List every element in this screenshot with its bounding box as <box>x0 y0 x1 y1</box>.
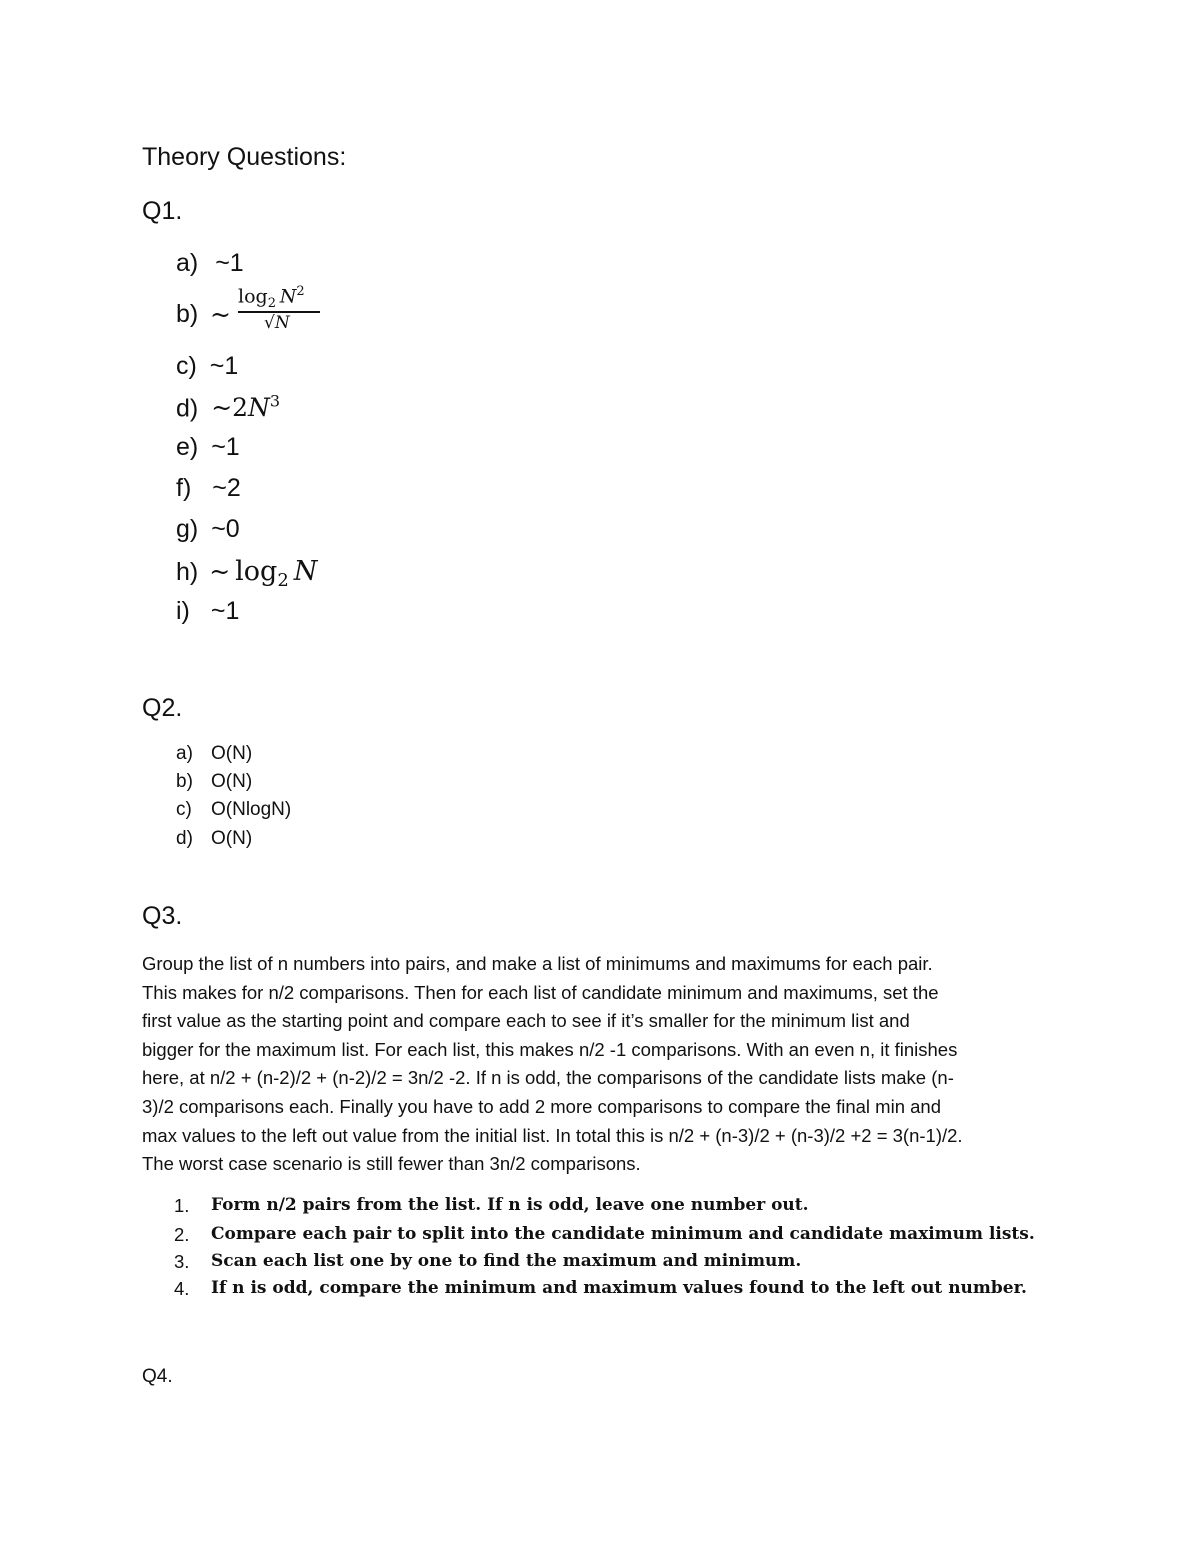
question-2-heading: Q2. <box>142 694 183 722</box>
log-text: log <box>238 285 268 308</box>
variable-n: N <box>248 393 270 423</box>
tilde: ~ <box>211 393 233 423</box>
fraction-denominator <box>264 313 290 333</box>
item-label: a) <box>176 743 193 764</box>
q1-item-c <box>176 352 238 381</box>
item-answer: ~2 <box>212 474 241 502</box>
step-number: 2. <box>174 1224 190 1245</box>
item-label: i) <box>176 597 190 625</box>
item-label: g) <box>176 515 199 543</box>
page-title: Theory Questions: <box>142 143 347 171</box>
log-base: 2 <box>277 570 289 591</box>
log-base: 2 <box>267 296 276 312</box>
exponent: 3 <box>269 392 281 411</box>
q1-item-e <box>176 433 240 462</box>
item-label: f) <box>176 474 192 502</box>
paragraph-line: This makes for n/2 comparisons. Then for each list of candidate minimum and maximums, set the <box>142 981 939 1003</box>
item-answer: O(N) <box>211 828 253 849</box>
step-text: Scan each list one by one to find the maximum and minimum. <box>211 1251 802 1271</box>
step-text: Compare each pair to split into the candidate minimum and candidate maximum lists. <box>211 1224 1035 1244</box>
q1-item-i <box>176 597 239 626</box>
paragraph-line: max values to the left out value from the initial list. In total this is n/2 + (n-3)/2 + (n-3)/2 +2 = 3(n-1)/2. <box>142 1124 963 1146</box>
variable-n: N <box>279 285 297 308</box>
item-label: d) <box>176 394 199 423</box>
step-text: Form n/2 pairs from the list. If n is odd, leave one number out. <box>211 1195 809 1215</box>
item-answer: O(N) <box>211 771 253 792</box>
step-number: 4. <box>174 1278 190 1299</box>
item-answer: ~1 <box>215 249 244 277</box>
paragraph-line: Group the list of n numbers into pairs, and make a list of minimums and maximums for each pair. <box>142 953 933 974</box>
q1-item-a <box>176 249 244 278</box>
exponent: 2 <box>296 284 305 299</box>
q1-item-h <box>176 556 317 591</box>
question-1-heading: Q1. <box>142 197 183 225</box>
item-answer <box>209 556 318 591</box>
sqrt-symbol: √ <box>264 313 275 333</box>
item-label: e) <box>176 433 199 461</box>
q1-item-b-tilde: ~ <box>210 300 231 329</box>
item-answer: O(NlogN) <box>211 799 292 820</box>
q2-item-b <box>176 771 253 793</box>
item-answer: ~1 <box>211 433 240 461</box>
item-label: b) <box>176 771 193 792</box>
paragraph-line: here, at n/2 + (n-2)/2 + (n-2)/2 = 3n/2 -2. If n is odd, the comparisons of the candidate lists make (n- <box>142 1067 954 1089</box>
paragraph-line: first value as the starting point and compare each to see if it’s smaller for the minimum list and <box>142 1010 910 1032</box>
item-answer: O(N) <box>211 743 253 764</box>
step-number: 1. <box>174 1195 190 1216</box>
q1-item-b-label: b) <box>176 300 199 328</box>
item-label: h) <box>176 558 199 586</box>
q1-item-f <box>176 474 241 503</box>
item-label: c) <box>176 352 197 380</box>
item-answer: ~0 <box>211 515 240 543</box>
fraction-numerator <box>238 284 305 311</box>
coefficient: 2 <box>232 393 249 423</box>
item-answer <box>211 393 280 422</box>
item-answer: ~1 <box>209 352 239 380</box>
question-3-heading: Q3. <box>142 902 183 930</box>
question-4-heading: Q4. <box>142 1366 173 1387</box>
q3-paragraph <box>142 950 963 1179</box>
q2-item-c <box>176 799 292 821</box>
q1-item-g <box>176 515 240 544</box>
item-label: c) <box>176 799 192 820</box>
step-number: 3. <box>174 1251 190 1272</box>
paragraph-line: 3)/2 comparisons each. Finally you have to add 2 more comparisons to compare the final min and <box>142 1095 941 1117</box>
paragraph-line: bigger for the maximum list. For each list, this makes n/2 -1 comparisons. With an even n, it finishes <box>142 1038 958 1060</box>
step-text: If n is odd, compare the minimum and maximum values found to the left out number. <box>211 1278 1027 1298</box>
tilde: ~ <box>209 557 231 586</box>
q2-item-d <box>176 828 253 850</box>
item-label: d) <box>176 828 193 849</box>
variable-n: N <box>274 313 290 333</box>
paragraph-line: The worst case scenario is still fewer than 3n/2 comparisons. <box>142 1153 641 1175</box>
item-answer: ~1 <box>210 597 240 625</box>
q2-item-a <box>176 743 253 765</box>
item-label: a) <box>176 249 199 277</box>
variable-n: N <box>293 556 318 587</box>
q1-item-d <box>176 392 280 423</box>
log-text: log <box>235 556 278 587</box>
